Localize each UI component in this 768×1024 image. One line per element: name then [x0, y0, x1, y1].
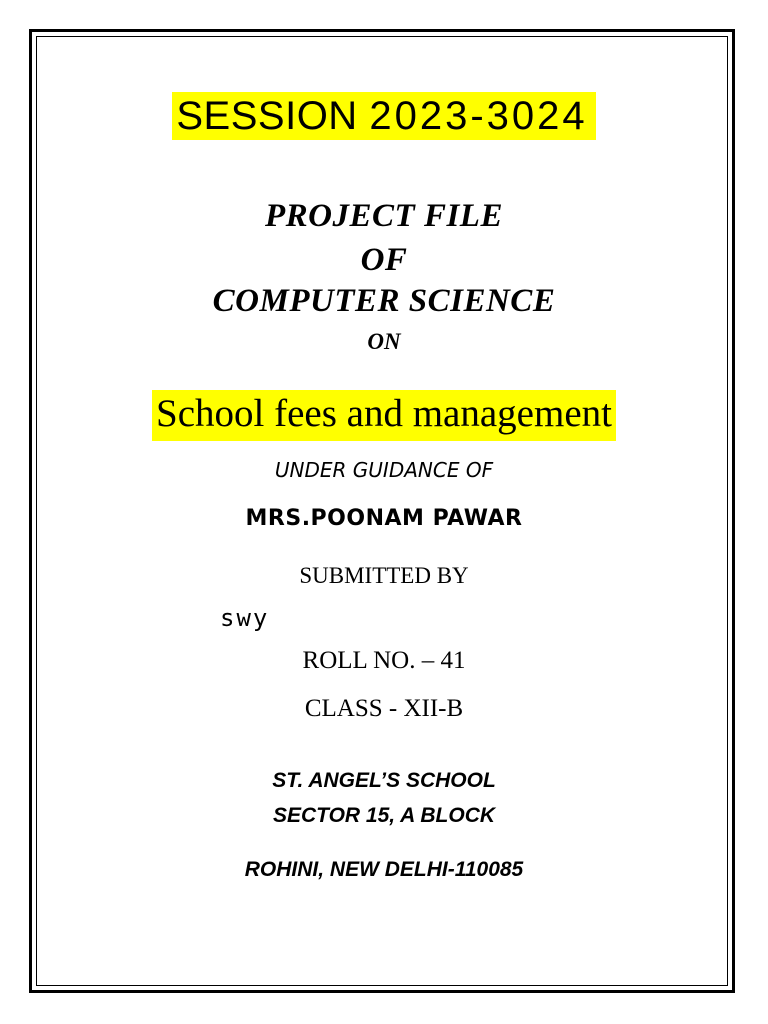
- session-label: SESSION: [176, 94, 358, 138]
- title-line-2: OF: [360, 242, 408, 278]
- session-years: 2023-3024: [369, 94, 588, 138]
- school-address-line-1: SECTOR 15, A BLOCK: [272, 804, 496, 827]
- title-line-3: COMPUTER SCIENCE: [212, 283, 556, 319]
- class-section: CLASS - XII-B: [304, 695, 464, 722]
- guidance-label: UNDER GUIDANCE OF: [274, 458, 494, 482]
- title-line-1: PROJECT FILE: [265, 198, 503, 234]
- title-on: ON: [367, 329, 401, 354]
- school-address-line-2: ROHINI, NEW DELHI-110085: [244, 858, 524, 881]
- submitted-by-label: SUBMITTED BY: [299, 563, 469, 588]
- teacher-name: MRS.POONAM PAWAR: [245, 506, 523, 531]
- topic-text: School fees and management: [152, 390, 616, 441]
- session-highlight: [172, 92, 595, 140]
- school-name: ST. ANGEL’S SCHOOL: [272, 769, 496, 792]
- student-name: swy: [220, 604, 270, 632]
- project-topic: [0, 386, 768, 442]
- session-heading: [0, 90, 768, 142]
- roll-number: ROLL NO. – 41: [302, 647, 466, 674]
